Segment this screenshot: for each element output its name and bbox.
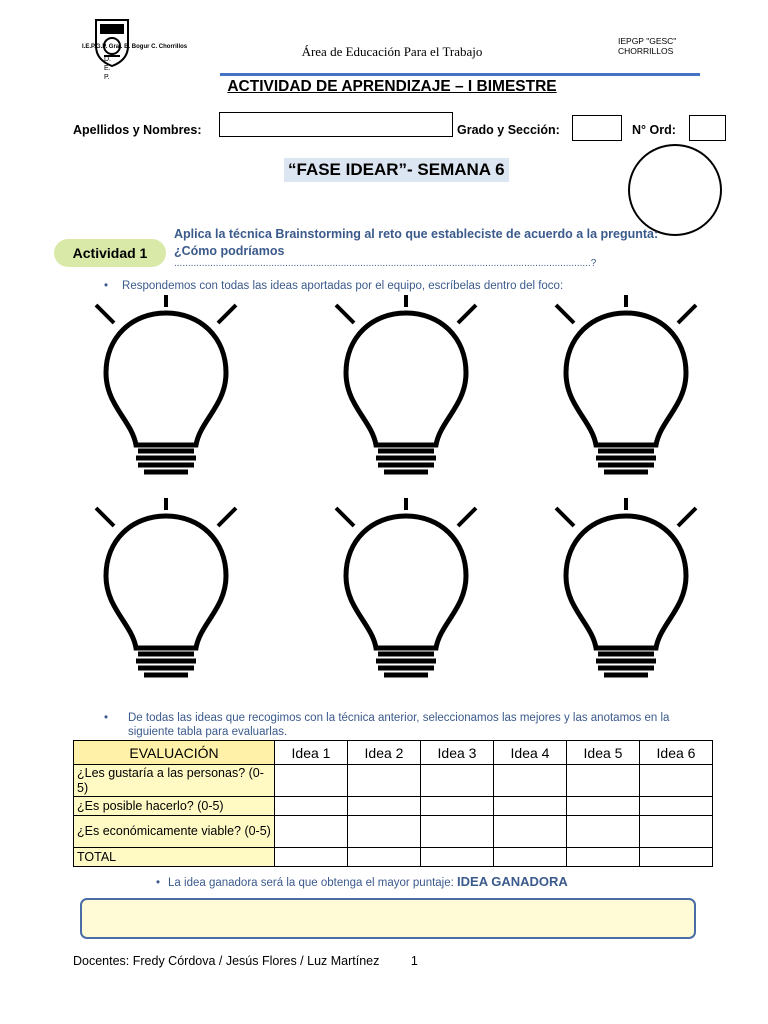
phase-title (284, 158, 509, 182)
score-cell[interactable] (275, 765, 348, 797)
light-bulb-icon[interactable] (86, 293, 246, 493)
score-cell[interactable] (421, 816, 494, 848)
order-number-label: N° Ord: (632, 123, 676, 137)
light-bulb-icon[interactable] (326, 496, 486, 696)
logo-letter: D. (104, 56, 111, 63)
bullet-text: Respondemos con todas las ideas aportadas por el equipo, escríbelas dentro del foco: (122, 280, 564, 292)
winner-label: IDEA GANADORA (457, 874, 568, 889)
winner-text: La idea ganadora será la que obtenga el mayor puntaje: (168, 877, 454, 889)
score-cell[interactable] (494, 816, 567, 848)
answer-dotted-line[interactable]: ......................................................................................................................................................? (174, 258, 597, 269)
area-title: Área de Educación Para el Trabajo (301, 44, 483, 59)
score-cell[interactable] (567, 848, 640, 867)
logo-letter: E. (104, 65, 111, 72)
score-cell[interactable] (275, 848, 348, 867)
score-cell[interactable] (348, 848, 421, 867)
school-line: CHORRILLOS (618, 46, 674, 56)
teachers-text: Docentes: Fredy Córdova / Jesús Flores / Luz Martínez (73, 954, 380, 968)
bullet-respond (104, 279, 694, 293)
bullet-icon: • (104, 280, 109, 292)
table-row (74, 816, 713, 848)
score-cell[interactable] (421, 797, 494, 816)
score-cell[interactable] (567, 765, 640, 797)
logo-caption: I.E.P.G.P. Gral. B. Bogur C. Chorrillos (82, 44, 188, 50)
col-header: Idea 3 (421, 741, 494, 765)
score-cell[interactable] (348, 765, 421, 797)
winner-answer-box[interactable] (80, 898, 696, 939)
score-cell[interactable] (640, 765, 713, 797)
order-number-field[interactable] (689, 115, 726, 141)
bullet-winner (156, 875, 696, 890)
light-bulb-icon[interactable] (86, 496, 246, 696)
table-row (74, 797, 713, 816)
light-bulb-icon[interactable] (326, 293, 486, 493)
page-title: ACTIVIDAD DE APRENDIZAJE – I BIMESTRE (227, 78, 557, 95)
score-cell[interactable] (640, 797, 713, 816)
col-header: EVALUACIÓN (74, 741, 275, 765)
score-cell[interactable] (640, 848, 713, 867)
activity-badge: Actividad 1 (54, 239, 166, 267)
score-cell[interactable] (567, 816, 640, 848)
phase-week: - SEMANA 6 (407, 160, 505, 179)
score-cell[interactable] (640, 816, 713, 848)
school-name (618, 36, 676, 56)
school-line: IEPGP "GESC" (618, 36, 677, 46)
grade-field[interactable] (572, 115, 622, 141)
criterion-cell: ¿Les gustaría a las personas? (0-5) (74, 765, 275, 797)
header-divider (220, 73, 700, 76)
criterion-cell: ¿Es posible hacerlo? (0-5) (74, 797, 275, 816)
activity-instruction: Aplica la técnica Brainstorming al reto que estableciste de acuerdo a la pregunta: ¿Cómo podríamos (174, 227, 659, 258)
score-cell[interactable] (275, 816, 348, 848)
col-header: Idea 4 (494, 741, 567, 765)
total-cell: TOTAL (74, 848, 275, 867)
bullet-select (104, 711, 716, 739)
score-cell[interactable] (348, 816, 421, 848)
footer (73, 954, 418, 968)
score-cell[interactable] (348, 797, 421, 816)
logo-letter: P. (104, 74, 110, 81)
score-cell[interactable] (275, 797, 348, 816)
name-label: Apellidos y Nombres: (73, 123, 202, 137)
criterion-cell: ¿Es económicamente viable? (0-5) (74, 816, 275, 848)
grade-label: Grado y Sección: (457, 123, 560, 137)
table-header-row (74, 741, 713, 765)
phase-quote: “FASE IDEAR” (288, 160, 408, 179)
score-cell[interactable] (421, 765, 494, 797)
name-field[interactable] (219, 112, 453, 137)
score-cell[interactable] (494, 848, 567, 867)
col-header: Idea 6 (640, 741, 713, 765)
bullet-icon: • (156, 877, 161, 889)
score-cell[interactable] (494, 797, 567, 816)
score-cell[interactable] (494, 765, 567, 797)
col-header: Idea 5 (567, 741, 640, 765)
evaluation-table (73, 740, 713, 867)
score-cell[interactable] (421, 848, 494, 867)
score-cell[interactable] (567, 797, 640, 816)
col-header: Idea 2 (348, 741, 421, 765)
col-header: Idea 1 (275, 741, 348, 765)
photo-circle[interactable] (628, 144, 722, 236)
table-row (74, 848, 713, 867)
bullet-text: De todas las ideas que recogimos con la técnica anterior, seleccionamos las mejores y las anotamos en la siguiente tabla para evaluarlas. (128, 712, 670, 738)
light-bulb-icon[interactable] (546, 293, 706, 493)
page-number: 1 (410, 954, 418, 968)
table-row (74, 765, 713, 797)
school-shield-logo-icon (82, 16, 142, 90)
bullet-icon: • (104, 712, 109, 724)
light-bulb-icon[interactable] (546, 496, 706, 696)
logo-letters (104, 55, 111, 82)
